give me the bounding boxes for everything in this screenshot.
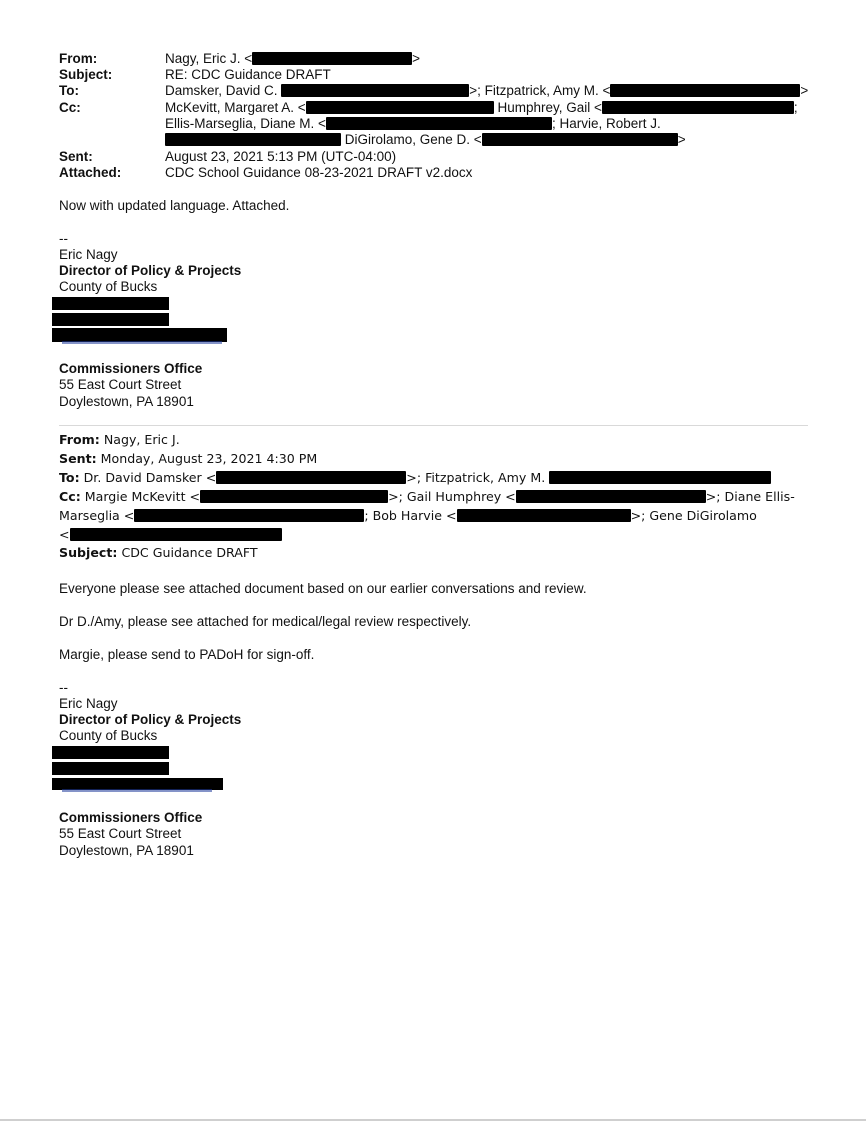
cc-name-4: Marseglia < — [59, 508, 135, 523]
cc-name-3: >; Diane Ellis- — [705, 489, 795, 504]
redacted-email — [610, 84, 800, 97]
cc-value-line3 — [165, 132, 686, 148]
signature-dashes: -- — [59, 231, 68, 246]
quoted-cc-line1 — [59, 488, 795, 507]
signature-office: Commissioners Office — [59, 810, 203, 825]
to-name-2: >; Fitzpatrick, Amy M. — [406, 470, 546, 485]
signature-name: Eric Nagy — [59, 247, 118, 262]
from-label: From: — [59, 51, 98, 66]
page-edge — [0, 1119, 866, 1121]
cc-tail: > — [677, 132, 686, 147]
redacted-email — [281, 84, 469, 97]
signature-title: Director of Policy & Projects — [59, 712, 242, 727]
redacted-email — [602, 101, 794, 114]
cc-name-1: Margie McKevitt < — [80, 489, 201, 504]
cc-open: < — [59, 527, 70, 542]
signature-city: Doylestown, PA 18901 — [59, 394, 194, 409]
cc-value-line2 — [165, 116, 661, 132]
redacted-email — [165, 133, 341, 146]
to-value — [165, 83, 808, 99]
subject-label: Subject: — [59, 67, 113, 82]
cc-label: Cc: — [59, 100, 81, 115]
redacted-link-underline — [62, 341, 222, 344]
redaction-block — [52, 297, 169, 310]
from-value: Nagy, Eric J. — [99, 432, 180, 447]
redacted-email — [70, 528, 282, 541]
from-name: Nagy, Eric J. < — [165, 51, 253, 66]
signature-street: 55 East Court Street — [59, 377, 182, 392]
sent-value: August 23, 2021 5:13 PM (UTC-04:00) — [165, 149, 397, 164]
signature-title: Director of Policy & Projects — [59, 263, 242, 278]
to-name-1: Dr. David Damsker < — [79, 470, 217, 485]
cc-name-6: >; Gene DiGirolamo — [630, 508, 757, 523]
quoted-cc-line2 — [59, 507, 757, 526]
redacted-link-underline — [62, 789, 212, 792]
cc-name-4: ; Harvie, Robert J. — [551, 116, 661, 131]
cc-value-line1 — [165, 100, 798, 116]
quoted-subject — [59, 544, 258, 563]
cc-name-1: McKevitt, Margaret A. < — [165, 100, 306, 115]
signature-office: Commissioners Office — [59, 361, 203, 376]
signature-dashes: -- — [59, 680, 68, 695]
to-label: To: — [59, 470, 80, 485]
sent-label: Sent: — [59, 149, 93, 164]
redacted-email — [200, 490, 388, 503]
to-label: To: — [59, 83, 79, 98]
cc-name-5: ; Bob Harvie < — [364, 508, 457, 523]
redaction-block — [52, 762, 169, 775]
redaction-block — [52, 328, 227, 342]
signature-street: 55 East Court Street — [59, 826, 182, 841]
cc-name-3: Ellis-Marseglia, Diane M. < — [165, 116, 326, 131]
from-label: From: — [59, 432, 100, 447]
redacted-email — [134, 509, 364, 522]
attachment-link[interactable]: CDC School Guidance 08-23-2021 DRAFT v2.docx — [165, 165, 473, 180]
signature-org: County of Bucks — [59, 728, 158, 743]
signature-city: Doylestown, PA 18901 — [59, 843, 194, 858]
sent-label: Sent: — [59, 451, 97, 466]
quoted-cc-line3 — [59, 526, 282, 545]
cc-label: Cc: — [59, 489, 81, 504]
to-name-1: Damsker, David C. — [165, 83, 278, 98]
redaction-block — [52, 313, 169, 326]
redacted-email — [326, 117, 552, 130]
redacted-email — [252, 52, 412, 65]
message-paragraph: Margie, please send to PADoH for sign-off. — [59, 647, 315, 662]
subject-value: CDC Guidance DRAFT — [117, 545, 258, 560]
sent-value: Monday, August 23, 2021 4:30 PM — [96, 451, 318, 466]
signature-name: Eric Nagy — [59, 696, 118, 711]
message-text: Now with updated language. Attached. — [59, 198, 290, 213]
redacted-email — [549, 471, 771, 484]
message-paragraph: Everyone please see attached document based on our earlier conversations and review. — [59, 581, 587, 596]
cc-name-5: DiGirolamo, Gene D. < — [344, 132, 482, 147]
to-tail: > — [800, 83, 809, 98]
attached-label: Attached: — [59, 165, 122, 180]
to-name-2: >; Fitzpatrick, Amy M. < — [469, 83, 611, 98]
subject-value: RE: CDC Guidance DRAFT — [165, 67, 331, 82]
cc-name-2: Humphrey, Gail < — [497, 100, 602, 115]
subject-label: Subject: — [59, 545, 118, 560]
cc-name-2: >; Gail Humphrey < — [388, 489, 516, 504]
redaction-block — [52, 746, 169, 759]
message-divider — [59, 425, 808, 426]
from-tail: > — [412, 51, 421, 66]
signature-org: County of Bucks — [59, 279, 158, 294]
redacted-email — [516, 490, 706, 503]
cc-sep: ; — [793, 100, 798, 115]
redacted-email — [306, 101, 494, 114]
redacted-email — [457, 509, 631, 522]
from-value — [165, 51, 420, 67]
quoted-to — [59, 469, 771, 488]
quoted-sent — [59, 450, 317, 469]
quoted-from — [59, 431, 180, 450]
redacted-email — [482, 133, 678, 146]
message-paragraph: Dr D./Amy, please see attached for medical/legal review respectively. — [59, 614, 472, 629]
redacted-email — [216, 471, 406, 484]
